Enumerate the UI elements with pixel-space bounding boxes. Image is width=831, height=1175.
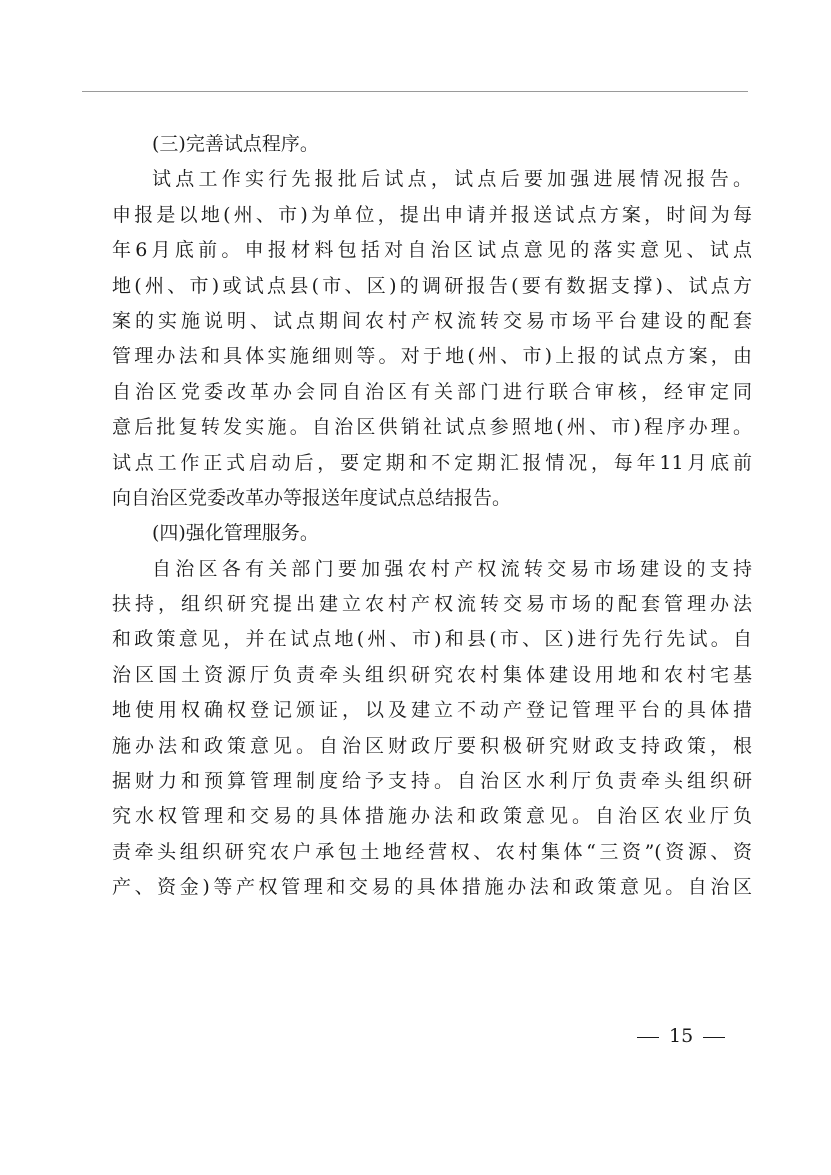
paragraph-line: 试点工作正式启动后，要定期和不定期汇报情况，每年11月底前 <box>112 451 752 474</box>
paragraph-line: 试点工作实行先报批后试点，试点后要加强进展情况报告。 <box>152 168 752 191</box>
dash-left <box>637 1037 659 1038</box>
paragraph-line: 自治区各有关部门要加强农村产权流转交易市场建设的支持 <box>152 557 752 580</box>
paragraph-line: 地使用权确权登记颁证，以及建立不动产登记管理平台的具体措 <box>112 699 752 722</box>
paragraph-line: 管理办法和具体实施细则等。对于地(州、市)上报的试点方案，由 <box>112 345 752 368</box>
paragraph-line: 扶持，组织研究提出建立农村产权流转交易市场的配套管理办法 <box>112 593 752 616</box>
paragraph-line: 年6月底前。申报材料包括对自治区试点意见的落实意见、试点 <box>112 239 752 262</box>
header-rule <box>82 91 748 92</box>
paragraph-line: 据财力和预算管理制度给予支持。自治区水利厅负责牵头组织研 <box>112 770 752 793</box>
paragraph-line: 施办法和政策意见。自治区财政厅要积极研究财政支持政策，根 <box>112 734 752 757</box>
paragraph-line: 案的实施说明、试点期间农村产权流转交易市场平台建设的配套 <box>112 309 752 332</box>
paragraph-line: 意后批复转发实施。自治区供销社试点参照地(州、市)程序办理。 <box>112 416 752 439</box>
body-text <box>112 127 752 906</box>
paragraph-line: 地(州、市)或试点县(市、区)的调研报告(要有数据支撑)、试点方 <box>112 274 752 297</box>
paragraph-line: 产、资金)等产权管理和交易的具体措施办法和政策意见。自治区 <box>112 876 752 899</box>
paragraph-line: 向自治区党委改革办等报送年度试点总结报告。 <box>112 486 512 509</box>
section-heading: (四)强化管理服务。 <box>152 522 319 545</box>
paragraph-line: 和政策意见，并在试点地(州、市)和县(市、区)进行先行先试。自 <box>112 628 752 651</box>
section-heading: (三)完善试点程序。 <box>152 133 319 155</box>
page-number: 15 <box>669 1025 694 1047</box>
paragraph-line: 自治区党委改革办会同自治区有关部门进行联合审核，经审定同 <box>112 380 752 403</box>
paragraph-line: 责牵头组织研究农户承包土地经营权、农村集体“三资”(资源、资 <box>112 840 752 863</box>
paragraph-line: 究水权管理和交易的具体措施办法和政策意见。自治区农业厅负 <box>112 805 752 828</box>
dash-right <box>703 1037 725 1038</box>
paragraph-line: 申报是以地(州、市)为单位，提出申请并报送试点方案，时间为每 <box>112 203 752 226</box>
paragraph-line: 治区国土资源厅负责牵头组织研究农村集体建设用地和农村宅基 <box>112 663 752 686</box>
